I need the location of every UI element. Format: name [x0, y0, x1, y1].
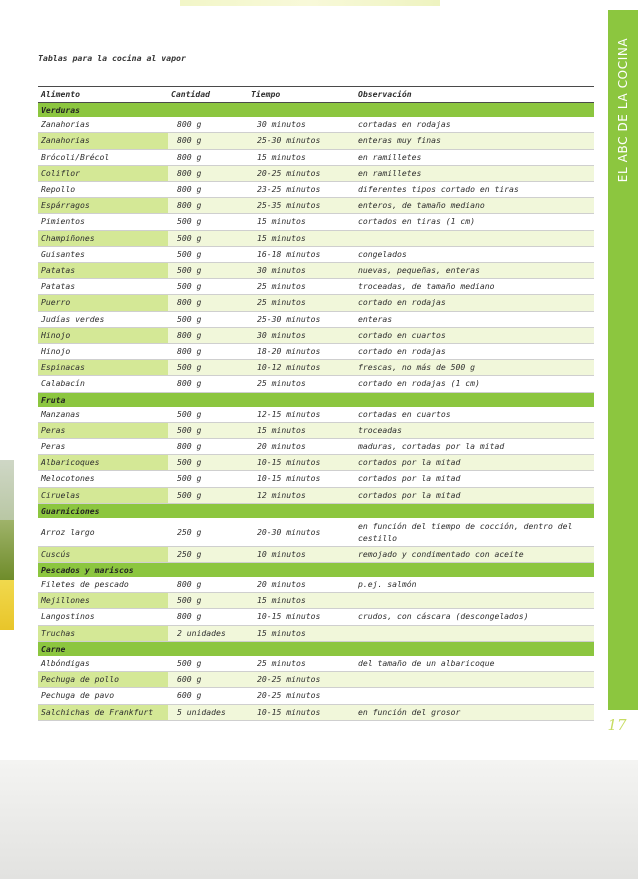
category-label: Carne [38, 641, 594, 656]
cell-alimento: Truchas [38, 625, 168, 641]
cell-alimento: Zanahorias [38, 133, 168, 149]
cell-observacion: troceadas, de tamaño mediano [355, 279, 594, 295]
cell-cantidad: 500 g [168, 487, 248, 503]
cell-observacion: cortado en rodajas (1 cm) [355, 376, 594, 392]
cell-observacion: nuevas, pequeñas, enteras [355, 263, 594, 279]
cell-observacion [355, 593, 594, 609]
left-photo-edge [0, 460, 14, 520]
cell-alimento: Brócoli/Brécol [38, 149, 168, 165]
cell-alimento: Judías verdes [38, 311, 168, 327]
cell-observacion [355, 672, 594, 688]
cell-alimento: Peras [38, 439, 168, 455]
cell-alimento: Patatas [38, 263, 168, 279]
left-photo-edge [0, 580, 14, 630]
cell-alimento: Mejillones [38, 593, 168, 609]
cell-alimento: Filetes de pescado [38, 577, 168, 593]
category-row [38, 641, 594, 656]
table-row [38, 407, 594, 423]
cell-tiempo: 25-30 minutos [248, 133, 355, 149]
cell-observacion: enteros, de tamaño mediano [355, 198, 594, 214]
cell-tiempo: 10 minutos [248, 546, 355, 562]
cell-cantidad: 5 unidades [168, 704, 248, 720]
cell-alimento: Arroz largo [38, 518, 168, 547]
cell-observacion: enteras muy finas [355, 133, 594, 149]
category-label: Pescados y mariscos [38, 563, 594, 578]
cell-observacion: crudos, con cáscara (descongelados) [355, 609, 594, 625]
cell-alimento: Puerro [38, 295, 168, 311]
left-photo-edge [0, 520, 14, 580]
cell-tiempo: 15 minutos [248, 625, 355, 641]
cell-observacion: en función del tiempo de cocción, dentro del cestillo [355, 518, 594, 547]
category-row [38, 563, 594, 578]
cell-cantidad: 500 g [168, 407, 248, 423]
cell-tiempo: 25 minutos [248, 295, 355, 311]
cell-cantidad: 800 g [168, 133, 248, 149]
cell-tiempo: 25-35 minutos [248, 198, 355, 214]
header-tiempo: Tiempo [248, 87, 355, 103]
cell-cantidad: 800 g [168, 577, 248, 593]
cell-tiempo: 20-25 minutos [248, 672, 355, 688]
cell-cantidad: 500 g [168, 471, 248, 487]
cell-tiempo: 10-15 minutos [248, 609, 355, 625]
cell-tiempo: 16-18 minutos [248, 246, 355, 262]
cell-tiempo: 15 minutos [248, 230, 355, 246]
table-row [38, 422, 594, 438]
category-label: Guarniciones [38, 503, 594, 518]
cell-cantidad: 800 g [168, 376, 248, 392]
cell-observacion: cortadas en cuartos [355, 407, 594, 423]
table-row [38, 230, 594, 246]
table-row [38, 546, 594, 562]
cell-alimento: Espárragos [38, 198, 168, 214]
cell-observacion: en ramilletes [355, 165, 594, 181]
cell-tiempo: 30 minutos [248, 263, 355, 279]
cell-cantidad: 800 g [168, 198, 248, 214]
cell-tiempo: 15 minutos [248, 214, 355, 230]
cell-alimento: Coliflor [38, 165, 168, 181]
table-row [38, 295, 594, 311]
cell-tiempo: 20-25 minutos [248, 688, 355, 704]
page-number: 17 [607, 716, 627, 734]
table-row [38, 149, 594, 165]
table-row [38, 133, 594, 149]
cell-observacion: maduras, cortadas por la mitad [355, 439, 594, 455]
table-row [38, 688, 594, 704]
cell-alimento: Pimientos [38, 214, 168, 230]
cell-cantidad: 600 g [168, 688, 248, 704]
table-row [38, 625, 594, 641]
cell-observacion: congelados [355, 246, 594, 262]
table-row [38, 704, 594, 720]
table-row [38, 311, 594, 327]
table-row [38, 577, 594, 593]
table-row [38, 279, 594, 295]
cell-observacion: cortados por la mitad [355, 471, 594, 487]
cell-cantidad: 800 g [168, 295, 248, 311]
table-row [38, 439, 594, 455]
cell-tiempo: 15 minutos [248, 149, 355, 165]
table-row [38, 214, 594, 230]
page-background [0, 760, 638, 879]
cell-tiempo: 20 minutos [248, 439, 355, 455]
cell-tiempo: 20 minutos [248, 577, 355, 593]
cell-alimento: Pechuga de pavo [38, 688, 168, 704]
cell-tiempo: 12 minutos [248, 487, 355, 503]
cell-cantidad: 500 g [168, 593, 248, 609]
cell-observacion: cortados en tiras (1 cm) [355, 214, 594, 230]
cell-alimento: Calabacín [38, 376, 168, 392]
cell-tiempo: 20-30 minutos [248, 518, 355, 547]
table-row [38, 471, 594, 487]
cell-alimento: Hinojo [38, 327, 168, 343]
cell-observacion: cortado en rodajas [355, 295, 594, 311]
cell-cantidad: 600 g [168, 672, 248, 688]
cell-alimento: Albóndigas [38, 656, 168, 672]
cell-cantidad: 500 g [168, 246, 248, 262]
table-row [38, 198, 594, 214]
cell-alimento: Champiñones [38, 230, 168, 246]
header-row [38, 87, 594, 103]
chapter-label-text: EL ABC DE LA COCINA [616, 37, 630, 183]
table-row [38, 656, 594, 672]
cell-cantidad: 500 g [168, 311, 248, 327]
cell-alimento: Salchichas de Frankfurt [38, 704, 168, 720]
top-photo-strip [180, 0, 440, 6]
cell-alimento: Pechuga de pollo [38, 672, 168, 688]
cell-alimento: Melocotones [38, 471, 168, 487]
cell-observacion [355, 688, 594, 704]
cell-cantidad: 800 g [168, 182, 248, 198]
cell-observacion: diferentes tipos cortado en tiras [355, 182, 594, 198]
cell-alimento: Repollo [38, 182, 168, 198]
cell-cantidad: 2 unidades [168, 625, 248, 641]
cell-cantidad: 500 g [168, 455, 248, 471]
cell-alimento: Guisantes [38, 246, 168, 262]
cell-tiempo: 12-15 minutos [248, 407, 355, 423]
cell-cantidad: 500 g [168, 279, 248, 295]
cell-cantidad: 800 g [168, 344, 248, 360]
cell-alimento: Espinacas [38, 360, 168, 376]
steam-cooking-table [38, 86, 594, 721]
cell-cantidad: 500 g [168, 360, 248, 376]
cell-observacion: enteras [355, 311, 594, 327]
cell-cantidad: 800 g [168, 149, 248, 165]
cell-observacion: cortados por la mitad [355, 487, 594, 503]
table-row [38, 165, 594, 181]
header-cantidad: Cantidad [168, 87, 248, 103]
cell-alimento: Cuscús [38, 546, 168, 562]
cell-alimento: Manzanas [38, 407, 168, 423]
cell-observacion: en función del grosor [355, 704, 594, 720]
table-row [38, 327, 594, 343]
cell-alimento: Hinojo [38, 344, 168, 360]
header-observacion: Observación [355, 87, 594, 103]
table-row [38, 246, 594, 262]
cell-observacion: cortado en rodajas [355, 344, 594, 360]
cell-tiempo: 25 minutos [248, 376, 355, 392]
cell-tiempo: 25 minutos [248, 656, 355, 672]
cell-tiempo: 30 minutos [248, 117, 355, 133]
category-row [38, 392, 594, 407]
cell-cantidad: 500 g [168, 230, 248, 246]
cell-cantidad: 250 g [168, 546, 248, 562]
cell-observacion: frescas, no más de 500 g [355, 360, 594, 376]
cell-alimento: Langostinos [38, 609, 168, 625]
cell-cantidad: 500 g [168, 422, 248, 438]
header-alimento: Alimento [38, 87, 168, 103]
cell-cantidad: 800 g [168, 117, 248, 133]
cell-observacion [355, 625, 594, 641]
cell-tiempo: 25-30 minutos [248, 311, 355, 327]
cell-tiempo: 10-12 minutos [248, 360, 355, 376]
table-row [38, 609, 594, 625]
cell-alimento: Peras [38, 422, 168, 438]
table-row [38, 518, 594, 547]
table-row [38, 344, 594, 360]
table-row [38, 672, 594, 688]
cell-tiempo: 15 minutos [248, 422, 355, 438]
cell-tiempo: 10-15 minutos [248, 455, 355, 471]
table-row [38, 487, 594, 503]
table-row [38, 263, 594, 279]
cell-tiempo: 10-15 minutos [248, 471, 355, 487]
cell-observacion: del tamaño de un albaricoque [355, 656, 594, 672]
cell-tiempo: 15 minutos [248, 593, 355, 609]
table-row [38, 360, 594, 376]
category-row [38, 503, 594, 518]
table-row [38, 376, 594, 392]
chapter-label [608, 10, 638, 210]
cell-alimento: Albaricoques [38, 455, 168, 471]
cell-cantidad: 800 g [168, 327, 248, 343]
cell-tiempo: 18-20 minutos [248, 344, 355, 360]
category-label: Verduras [38, 103, 594, 118]
cell-tiempo: 10-15 minutos [248, 704, 355, 720]
cell-cantidad: 500 g [168, 656, 248, 672]
cell-alimento: Ciruelas [38, 487, 168, 503]
cell-alimento: Zanahorias [38, 117, 168, 133]
cell-cantidad: 800 g [168, 165, 248, 181]
table-row [38, 455, 594, 471]
cell-observacion: p.ej. salmón [355, 577, 594, 593]
cell-observacion: cortados por la mitad [355, 455, 594, 471]
cell-observacion: cortado en cuartos [355, 327, 594, 343]
cell-observacion: troceadas [355, 422, 594, 438]
table-row [38, 593, 594, 609]
category-row [38, 103, 594, 118]
cell-observacion: en ramilletes [355, 149, 594, 165]
cell-tiempo: 30 minutos [248, 327, 355, 343]
cell-alimento: Patatas [38, 279, 168, 295]
cell-tiempo: 23-25 minutos [248, 182, 355, 198]
cell-tiempo: 20-25 minutos [248, 165, 355, 181]
table-row [38, 117, 594, 133]
cell-cantidad: 800 g [168, 439, 248, 455]
cell-observacion: cortadas en rodajas [355, 117, 594, 133]
cell-cantidad: 500 g [168, 214, 248, 230]
cell-cantidad: 800 g [168, 609, 248, 625]
cell-observacion: remojado y condimentado con aceite [355, 546, 594, 562]
table-row [38, 182, 594, 198]
category-label: Fruta [38, 392, 594, 407]
cell-cantidad: 250 g [168, 518, 248, 547]
cell-observacion [355, 230, 594, 246]
cell-tiempo: 25 minutos [248, 279, 355, 295]
table-title: Tablas para la cocina al vapor [38, 53, 186, 63]
cell-cantidad: 500 g [168, 263, 248, 279]
